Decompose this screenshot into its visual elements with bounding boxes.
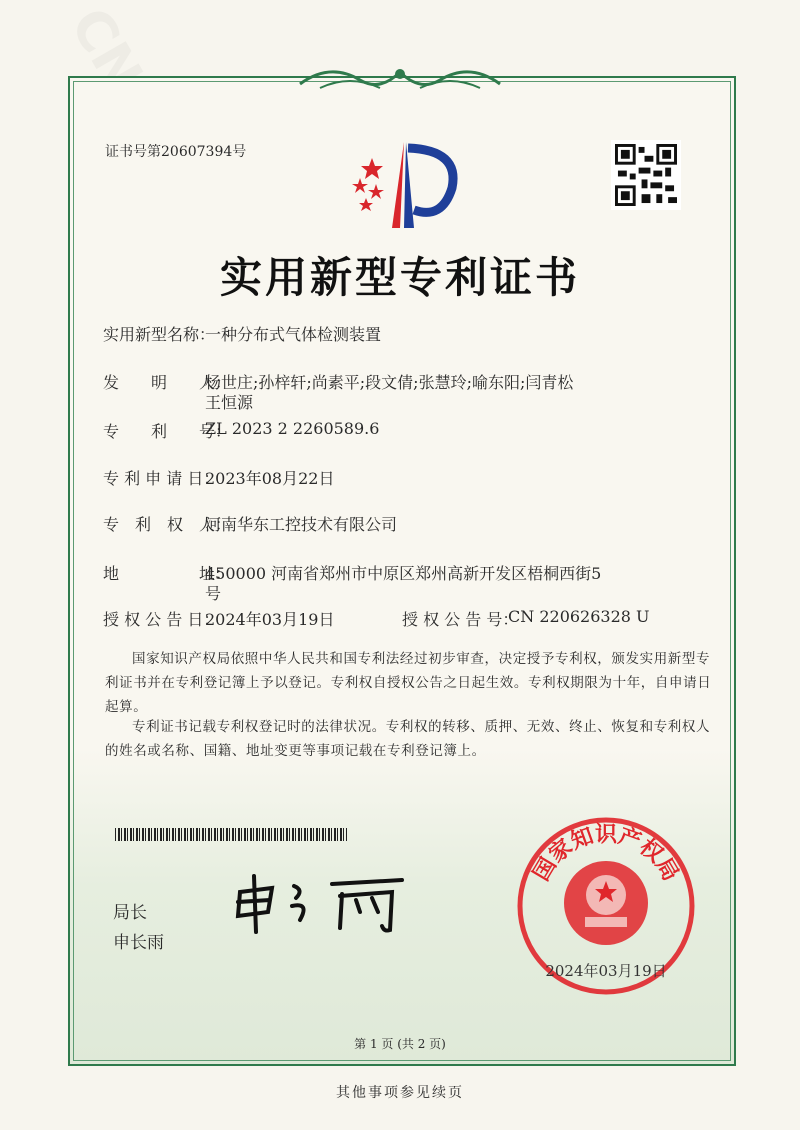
- field-label-patentee: 专 利 权 人：: [103, 515, 232, 534]
- field-value-name: 一种分布式气体检测装置: [205, 325, 382, 344]
- field-value-inventors: 杨世庄;孙梓轩;尚素平;段文倩;张慧玲;喻东阳;闫青松: [205, 373, 574, 392]
- certificate-number: 证书号第20607394号: [105, 144, 247, 160]
- field-label-patent-number: 专 利 号：: [103, 422, 232, 441]
- field-value-address: 450000 河南省郑州市中原区郑州高新开发区梧桐西街5: [205, 564, 602, 583]
- field-value-filing-date: 2023年08月22日: [205, 469, 335, 488]
- field-value-grant-date: 2024年03月19日: [205, 610, 335, 629]
- ornament-icon: [290, 62, 510, 96]
- continued-note: 其他事项参见续页: [336, 1085, 464, 1101]
- seal-date: 2024年03月19日: [545, 962, 667, 980]
- field-value-patentee: 河南华东工控技术有限公司: [205, 515, 398, 534]
- cnipa-logo-icon: [342, 140, 462, 230]
- field-value-patent-number: ZL 2023 2 2260589.6: [205, 419, 380, 438]
- field-label-announcement-number: 授 权 公 告 号：: [402, 610, 519, 629]
- certificate-title: 实用新型专利证书: [219, 253, 580, 302]
- qr-code: [611, 140, 681, 210]
- page-indicator: 第 1 页 (共 2 页): [354, 1037, 446, 1051]
- field-value-inventors-cont: 王恒源: [205, 393, 254, 412]
- official-title: 局长: [113, 903, 147, 923]
- statement-paragraph: 专利证书记载专利权登记时的法律状况。专利权的转移、质押、无效、终止、恢复和专利权人的姓名或名称、国籍、地址变更等事项记载在专利登记簿上。: [105, 719, 711, 759]
- field-label-grant-date: 授 权 公 告 日：: [103, 610, 220, 629]
- field-value-announcement-number: CN 220626328 U: [508, 607, 650, 626]
- field-label-name: 实用新型名称：: [103, 325, 216, 344]
- seal-text: 国家知识产权局: [529, 822, 683, 886]
- barcode: [115, 828, 347, 841]
- field-label-filing-date: 专 利 申 请 日：: [103, 469, 220, 488]
- official-name: 申长雨: [113, 933, 164, 953]
- field-label-inventors: 发 明 人：: [103, 373, 232, 392]
- statement-paragraph: 国家知识产权局依照中华人民共和国专利法经过初步审查，决定授予专利权，颁发实用新型专利证书并在专利登记簿上予以登记。专利权自授权公告之日起生效。专利权期限为十年，自申请日起算。: [105, 651, 712, 715]
- signature: [232, 872, 412, 936]
- field-value-address-cont: 号: [205, 584, 222, 603]
- official-seal: [515, 815, 697, 997]
- field-label-address: 地 址：: [103, 564, 232, 583]
